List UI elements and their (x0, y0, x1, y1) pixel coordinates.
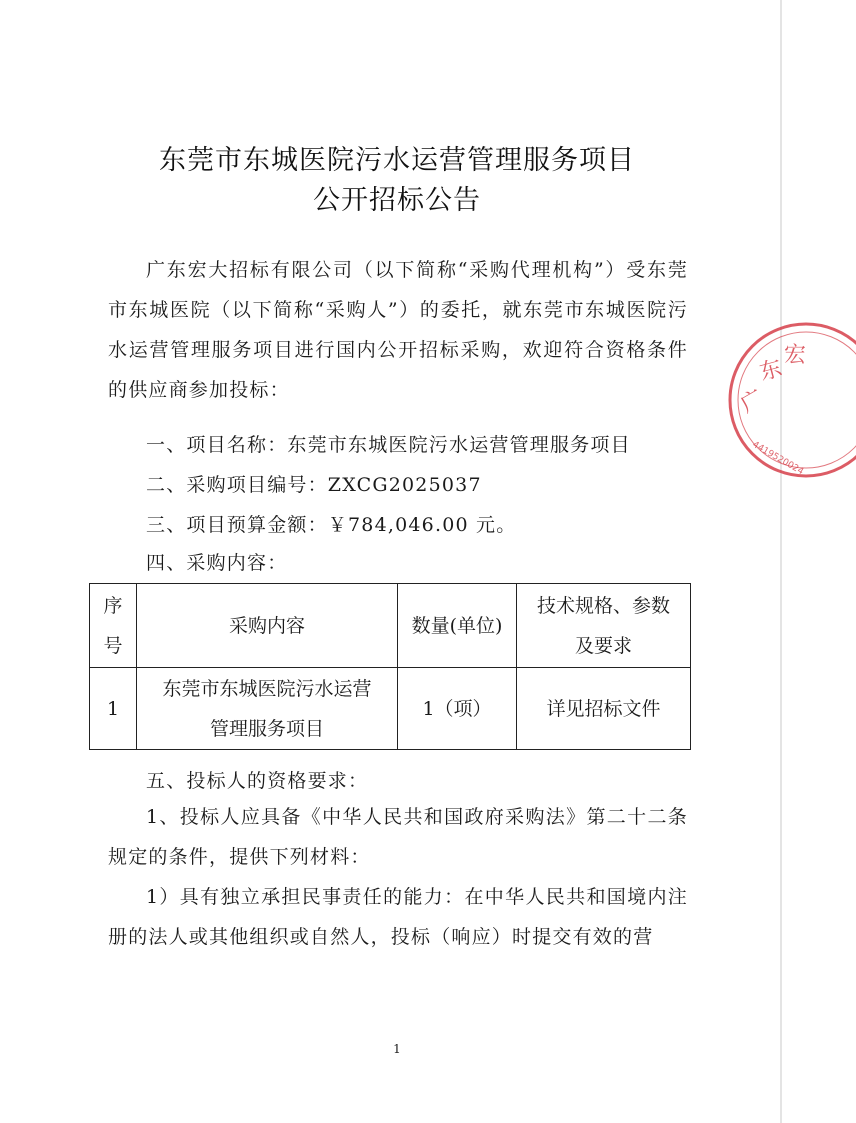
title-line-1: 东莞市东城医院污水运营管理服务项目 (159, 145, 635, 176)
row-quantity: 1（项） (398, 668, 517, 750)
project-code: 二、采购项目编号：ZXCG2025037 (146, 474, 482, 496)
intro-paragraph: 广东宏大招标有限公司（以下简称“采购代理机构”）受东莞市东城医院（以下简称“采购人”）的委托，就东莞市东城医院污水运营管理服务项目进行国内公开招标采购，欢迎符合资格条件的供应商参加投标： (108, 259, 688, 401)
svg-text:宏: 宏 (784, 343, 807, 368)
project-budget: 三、项目预算金额：￥784,046.00 元。 (146, 514, 517, 536)
svg-text:广: 广 (736, 385, 769, 419)
header-seq (90, 584, 137, 668)
content-heading: 四、采购内容： (146, 552, 288, 574)
seal-graphic (726, 318, 856, 483)
qualification-clause-1: 1、投标人应具备《中华人民共和国政府采购法》第二十二条规定的条件，提供下列材料： (108, 806, 688, 868)
header-seq-line2: 号 (103, 634, 123, 657)
company-seal-stamp (726, 318, 807, 483)
procurement-table (89, 583, 691, 750)
header-seq-line1: 序 (103, 594, 123, 617)
qualification-heading: 五、投标人的资格要求： (146, 770, 369, 792)
header-content: 采购内容 (137, 584, 398, 668)
svg-text:东: 东 (757, 355, 785, 386)
header-quantity: 数量(单位) (398, 584, 517, 668)
row-content (137, 668, 398, 750)
row-seq: 1 (90, 668, 137, 750)
row-content-line1: 东莞市东城医院污水运营 (162, 677, 372, 700)
qualification-clause-1-1: 1）具有独立承担民事责任的能力：在中华人民共和国境内注册的法人或其他组织或自然人，投标（响应）时提交有效的营 (108, 886, 688, 948)
page-number: 1 (393, 1042, 401, 1056)
project-name: 一、项目名称：东莞市东城医院污水运营管理服务项目 (146, 434, 631, 456)
header-spec-line2: 及要求 (574, 634, 632, 657)
row-spec: 详见招标文件 (517, 668, 691, 750)
svg-text:4419520024: 4419520024 (750, 439, 806, 478)
header-spec (517, 584, 691, 668)
table-header-row (90, 584, 691, 668)
header-spec-line1: 技术规格、参数 (536, 594, 670, 617)
table-row (90, 668, 691, 750)
title-line-2: 公开招标公告 (313, 185, 481, 216)
row-content-line2: 管理服务项目 (209, 717, 324, 740)
